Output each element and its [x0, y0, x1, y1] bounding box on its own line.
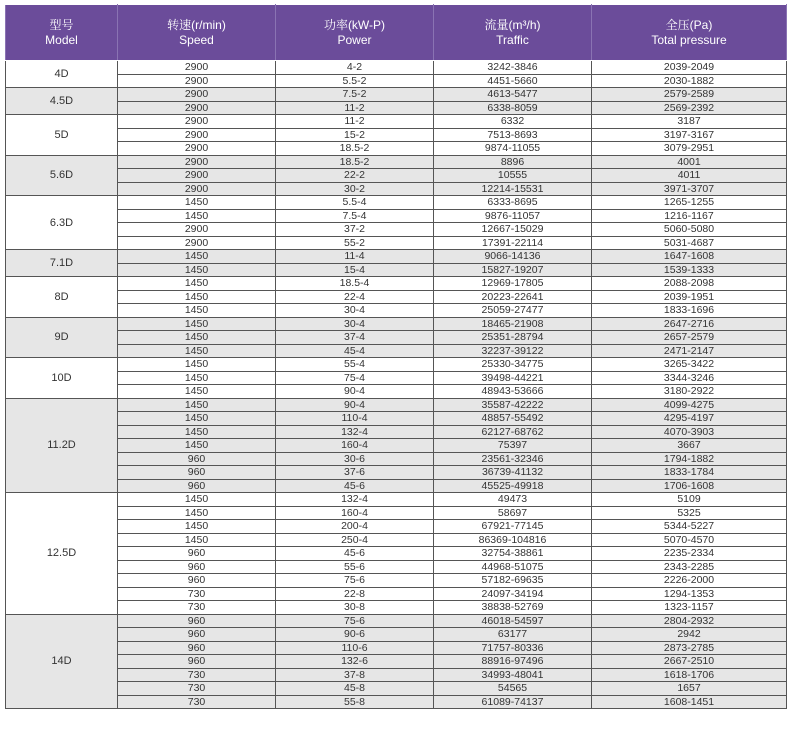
model-cell: 11.2D [6, 398, 118, 493]
flow-cell: 9876-11057 [434, 209, 592, 223]
pressure-cell: 2039-2049 [592, 61, 787, 75]
table-row [6, 520, 787, 534]
pressure-cell: 4099-4275 [592, 398, 787, 412]
power-cell: 11-2 [276, 101, 434, 115]
power-cell: 75-6 [276, 574, 434, 588]
header-speed-cn: 转速(r/min) [167, 17, 226, 32]
power-cell: 18.5-2 [276, 155, 434, 169]
power-cell: 160-4 [276, 439, 434, 453]
speed-cell: 2900 [118, 88, 276, 102]
flow-cell: 63177 [434, 628, 592, 642]
flow-cell: 4613-5477 [434, 88, 592, 102]
power-cell: 18.5-2 [276, 142, 434, 156]
speed-cell: 960 [118, 479, 276, 493]
power-cell: 75-6 [276, 614, 434, 628]
speed-cell: 2900 [118, 223, 276, 237]
flow-cell: 45525-49918 [434, 479, 592, 493]
flow-cell: 6338-8059 [434, 101, 592, 115]
spec-table-container [5, 4, 786, 709]
header-power [276, 5, 434, 61]
pressure-cell: 3971-3707 [592, 182, 787, 196]
flow-cell: 58697 [434, 506, 592, 520]
speed-cell: 1450 [118, 371, 276, 385]
speed-cell: 1450 [118, 506, 276, 520]
header-power-en: Power [337, 32, 372, 47]
table-row [6, 331, 787, 345]
table-row [6, 74, 787, 88]
flow-cell: 20223-22641 [434, 290, 592, 304]
speed-cell: 1450 [118, 520, 276, 534]
speed-cell: 730 [118, 587, 276, 601]
pressure-cell: 3079-2951 [592, 142, 787, 156]
flow-cell: 38838-52769 [434, 601, 592, 615]
table-row [6, 155, 787, 169]
table-row [6, 574, 787, 588]
power-cell: 5.5-2 [276, 74, 434, 88]
flow-cell: 25351-28794 [434, 331, 592, 345]
pressure-cell: 2088-2098 [592, 277, 787, 291]
pressure-cell: 4011 [592, 169, 787, 183]
table-row [6, 223, 787, 237]
table-row [6, 209, 787, 223]
pressure-cell: 2569-2392 [592, 101, 787, 115]
speed-cell: 1450 [118, 277, 276, 291]
power-cell: 18.5-4 [276, 277, 434, 291]
power-cell: 90-4 [276, 398, 434, 412]
power-cell: 11-4 [276, 250, 434, 264]
flow-cell: 67921-77145 [434, 520, 592, 534]
table-row [6, 128, 787, 142]
power-cell: 15-4 [276, 263, 434, 277]
power-cell: 37-6 [276, 466, 434, 480]
pressure-cell: 3344-3246 [592, 371, 787, 385]
table-row [6, 290, 787, 304]
table-row [6, 88, 787, 102]
table-row [6, 263, 787, 277]
fan-spec-table [5, 4, 787, 709]
flow-cell: 57182-69635 [434, 574, 592, 588]
flow-cell: 49473 [434, 493, 592, 507]
pressure-cell: 1833-1696 [592, 304, 787, 318]
table-row [6, 493, 787, 507]
speed-cell: 2900 [118, 115, 276, 129]
speed-cell: 960 [118, 614, 276, 628]
power-cell: 250-4 [276, 533, 434, 547]
speed-cell: 730 [118, 682, 276, 696]
table-row [6, 466, 787, 480]
power-cell: 22-4 [276, 290, 434, 304]
table-row [6, 277, 787, 291]
model-cell: 8D [6, 277, 118, 318]
header-model-cn: 型号 [49, 17, 74, 32]
speed-cell: 1450 [118, 439, 276, 453]
pressure-cell: 2235-2334 [592, 547, 787, 561]
power-cell: 160-4 [276, 506, 434, 520]
speed-cell: 1450 [118, 209, 276, 223]
power-cell: 55-6 [276, 560, 434, 574]
table-row [6, 506, 787, 520]
speed-cell: 1450 [118, 533, 276, 547]
pressure-cell: 2039-1951 [592, 290, 787, 304]
flow-cell: 86369-104816 [434, 533, 592, 547]
flow-cell: 12969-17805 [434, 277, 592, 291]
speed-cell: 2900 [118, 128, 276, 142]
power-cell: 55-4 [276, 358, 434, 372]
table-row [6, 479, 787, 493]
power-cell: 55-2 [276, 236, 434, 250]
table-row [6, 371, 787, 385]
flow-cell: 8896 [434, 155, 592, 169]
table-row [6, 142, 787, 156]
power-cell: 30-4 [276, 317, 434, 331]
speed-cell: 730 [118, 695, 276, 709]
pressure-cell: 3265-3422 [592, 358, 787, 372]
table-row [6, 385, 787, 399]
flow-cell: 46018-54597 [434, 614, 592, 628]
table-row [6, 641, 787, 655]
power-cell: 4-2 [276, 61, 434, 75]
power-cell: 37-4 [276, 331, 434, 345]
pressure-cell: 2942 [592, 628, 787, 642]
power-cell: 45-8 [276, 682, 434, 696]
pressure-cell: 4295-4197 [592, 412, 787, 426]
flow-cell: 32754-38861 [434, 547, 592, 561]
speed-cell: 730 [118, 668, 276, 682]
table-row [6, 655, 787, 669]
speed-cell: 960 [118, 628, 276, 642]
flow-cell: 25059-27477 [434, 304, 592, 318]
pressure-cell: 1216-1167 [592, 209, 787, 223]
pressure-cell: 1833-1784 [592, 466, 787, 480]
flow-cell: 48943-53666 [434, 385, 592, 399]
pressure-cell: 5325 [592, 506, 787, 520]
speed-cell: 1450 [118, 412, 276, 426]
flow-cell: 7513-8693 [434, 128, 592, 142]
flow-cell: 17391-22114 [434, 236, 592, 250]
header-model [6, 5, 118, 61]
pressure-cell: 3667 [592, 439, 787, 453]
pressure-cell: 2647-2716 [592, 317, 787, 331]
power-cell: 90-4 [276, 385, 434, 399]
flow-cell: 10555 [434, 169, 592, 183]
power-cell: 5.5-4 [276, 196, 434, 210]
power-cell: 30-6 [276, 452, 434, 466]
table-row [6, 601, 787, 615]
header-speed-en: Speed [179, 32, 214, 47]
speed-cell: 1450 [118, 290, 276, 304]
table-row [6, 560, 787, 574]
power-cell: 37-2 [276, 223, 434, 237]
speed-cell: 960 [118, 641, 276, 655]
pressure-cell: 1539-1333 [592, 263, 787, 277]
table-row [6, 398, 787, 412]
power-cell: 30-2 [276, 182, 434, 196]
flow-cell: 6332 [434, 115, 592, 129]
pressure-cell: 1657 [592, 682, 787, 696]
power-cell: 110-6 [276, 641, 434, 655]
flow-cell: 61089-74137 [434, 695, 592, 709]
speed-cell: 1450 [118, 398, 276, 412]
model-cell: 9D [6, 317, 118, 358]
pressure-cell: 1608-1451 [592, 695, 787, 709]
speed-cell: 2900 [118, 101, 276, 115]
speed-cell: 1450 [118, 358, 276, 372]
model-cell: 12.5D [6, 493, 118, 615]
pressure-cell: 2226-2000 [592, 574, 787, 588]
power-cell: 55-8 [276, 695, 434, 709]
flow-cell: 4451-5660 [434, 74, 592, 88]
pressure-cell: 1706-1608 [592, 479, 787, 493]
pressure-cell: 1323-1157 [592, 601, 787, 615]
pressure-cell: 2030-1882 [592, 74, 787, 88]
table-row [6, 182, 787, 196]
model-cell: 7.1D [6, 250, 118, 277]
power-cell: 110-4 [276, 412, 434, 426]
flow-cell: 88916-97496 [434, 655, 592, 669]
speed-cell: 960 [118, 452, 276, 466]
power-cell: 7.5-4 [276, 209, 434, 223]
pressure-cell: 4070-3903 [592, 425, 787, 439]
flow-cell: 23561-32346 [434, 452, 592, 466]
speed-cell: 2900 [118, 182, 276, 196]
speed-cell: 1450 [118, 250, 276, 264]
speed-cell: 960 [118, 547, 276, 561]
pressure-cell: 1618-1706 [592, 668, 787, 682]
speed-cell: 2900 [118, 169, 276, 183]
table-row [6, 547, 787, 561]
pressure-cell: 2873-2785 [592, 641, 787, 655]
speed-cell: 1450 [118, 263, 276, 277]
speed-cell: 1450 [118, 317, 276, 331]
table-row [6, 533, 787, 547]
table-row [6, 317, 787, 331]
table-body [6, 61, 787, 709]
table-row [6, 668, 787, 682]
power-cell: 30-4 [276, 304, 434, 318]
pressure-cell: 5109 [592, 493, 787, 507]
power-cell: 45-4 [276, 344, 434, 358]
flow-cell: 6333-8695 [434, 196, 592, 210]
pressure-cell: 3180-2922 [592, 385, 787, 399]
header-pressure-cn: 全压(Pa) [665, 17, 713, 32]
table-row [6, 196, 787, 210]
pressure-cell: 5031-4687 [592, 236, 787, 250]
power-cell: 22-2 [276, 169, 434, 183]
flow-cell: 71757-80336 [434, 641, 592, 655]
power-cell: 37-8 [276, 668, 434, 682]
speed-cell: 1450 [118, 425, 276, 439]
flow-cell: 75397 [434, 439, 592, 453]
pressure-cell: 1265-1255 [592, 196, 787, 210]
flow-cell: 12214-15531 [434, 182, 592, 196]
pressure-cell: 2471-2147 [592, 344, 787, 358]
table-row [6, 115, 787, 129]
pressure-cell: 1294-1353 [592, 587, 787, 601]
power-cell: 132-4 [276, 425, 434, 439]
pressure-cell: 2657-2579 [592, 331, 787, 345]
pressure-cell: 1794-1882 [592, 452, 787, 466]
flow-cell: 12667-15029 [434, 223, 592, 237]
table-row [6, 250, 787, 264]
table-row [6, 587, 787, 601]
speed-cell: 960 [118, 560, 276, 574]
table-row [6, 61, 787, 75]
header-power-cn: 功率(kW-P) [323, 17, 386, 32]
speed-cell: 1450 [118, 344, 276, 358]
table-row [6, 236, 787, 250]
pressure-cell: 4001 [592, 155, 787, 169]
power-cell: 22-8 [276, 587, 434, 601]
table-row [6, 628, 787, 642]
power-cell: 75-4 [276, 371, 434, 385]
power-cell: 15-2 [276, 128, 434, 142]
table-row [6, 304, 787, 318]
power-cell: 132-4 [276, 493, 434, 507]
header-pressure [592, 5, 787, 61]
speed-cell: 1450 [118, 196, 276, 210]
pressure-cell: 2343-2285 [592, 560, 787, 574]
pressure-cell: 2579-2589 [592, 88, 787, 102]
header-flow [434, 5, 592, 61]
speed-cell: 2900 [118, 61, 276, 75]
speed-cell: 2900 [118, 236, 276, 250]
speed-cell: 1450 [118, 493, 276, 507]
speed-cell: 730 [118, 601, 276, 615]
model-cell: 4.5D [6, 88, 118, 115]
power-cell: 200-4 [276, 520, 434, 534]
power-cell: 132-6 [276, 655, 434, 669]
flow-cell: 18465-21908 [434, 317, 592, 331]
model-cell: 14D [6, 614, 118, 709]
flow-cell: 36739-41132 [434, 466, 592, 480]
pressure-cell: 5344-5227 [592, 520, 787, 534]
header-flow-cn: 流量(m³/h) [484, 17, 541, 32]
model-cell: 4D [6, 61, 118, 88]
table-row [6, 614, 787, 628]
pressure-cell: 5070-4570 [592, 533, 787, 547]
speed-cell: 960 [118, 574, 276, 588]
table-row [6, 452, 787, 466]
table-header-row [6, 5, 787, 61]
power-cell: 45-6 [276, 547, 434, 561]
speed-cell: 2900 [118, 74, 276, 88]
table-row [6, 169, 787, 183]
speed-cell: 960 [118, 466, 276, 480]
flow-cell: 48857-55492 [434, 412, 592, 426]
power-cell: 30-8 [276, 601, 434, 615]
header-pressure-en: Total pressure [651, 32, 727, 47]
speed-cell: 2900 [118, 155, 276, 169]
flow-cell: 34993-48041 [434, 668, 592, 682]
flow-cell: 24097-34194 [434, 587, 592, 601]
pressure-cell: 2667-2510 [592, 655, 787, 669]
model-cell: 5.6D [6, 155, 118, 196]
table-row [6, 344, 787, 358]
speed-cell: 960 [118, 655, 276, 669]
model-cell: 10D [6, 358, 118, 399]
power-cell: 7.5-2 [276, 88, 434, 102]
model-cell: 6.3D [6, 196, 118, 250]
table-row [6, 439, 787, 453]
table-row [6, 412, 787, 426]
flow-cell: 35587-42222 [434, 398, 592, 412]
table-row [6, 101, 787, 115]
pressure-cell: 1647-1608 [592, 250, 787, 264]
flow-cell: 44968-51075 [434, 560, 592, 574]
power-cell: 45-6 [276, 479, 434, 493]
speed-cell: 2900 [118, 142, 276, 156]
flow-cell: 3242-3846 [434, 61, 592, 75]
flow-cell: 9874-11055 [434, 142, 592, 156]
flow-cell: 32237-39122 [434, 344, 592, 358]
pressure-cell: 5060-5080 [592, 223, 787, 237]
flow-cell: 9066-14136 [434, 250, 592, 264]
table-row [6, 682, 787, 696]
power-cell: 90-6 [276, 628, 434, 642]
table-row [6, 425, 787, 439]
power-cell: 11-2 [276, 115, 434, 129]
flow-cell: 62127-68762 [434, 425, 592, 439]
header-speed [118, 5, 276, 61]
flow-cell: 25330-34775 [434, 358, 592, 372]
speed-cell: 1450 [118, 304, 276, 318]
header-flow-en: Traffic [496, 32, 529, 47]
flow-cell: 54565 [434, 682, 592, 696]
model-cell: 5D [6, 115, 118, 156]
header-model-en: Model [45, 32, 78, 47]
table-row [6, 695, 787, 709]
table-row [6, 358, 787, 372]
pressure-cell: 2804-2932 [592, 614, 787, 628]
pressure-cell: 3197-3167 [592, 128, 787, 142]
speed-cell: 1450 [118, 331, 276, 345]
flow-cell: 15827-19207 [434, 263, 592, 277]
speed-cell: 1450 [118, 385, 276, 399]
pressure-cell: 3187 [592, 115, 787, 129]
flow-cell: 39498-44221 [434, 371, 592, 385]
